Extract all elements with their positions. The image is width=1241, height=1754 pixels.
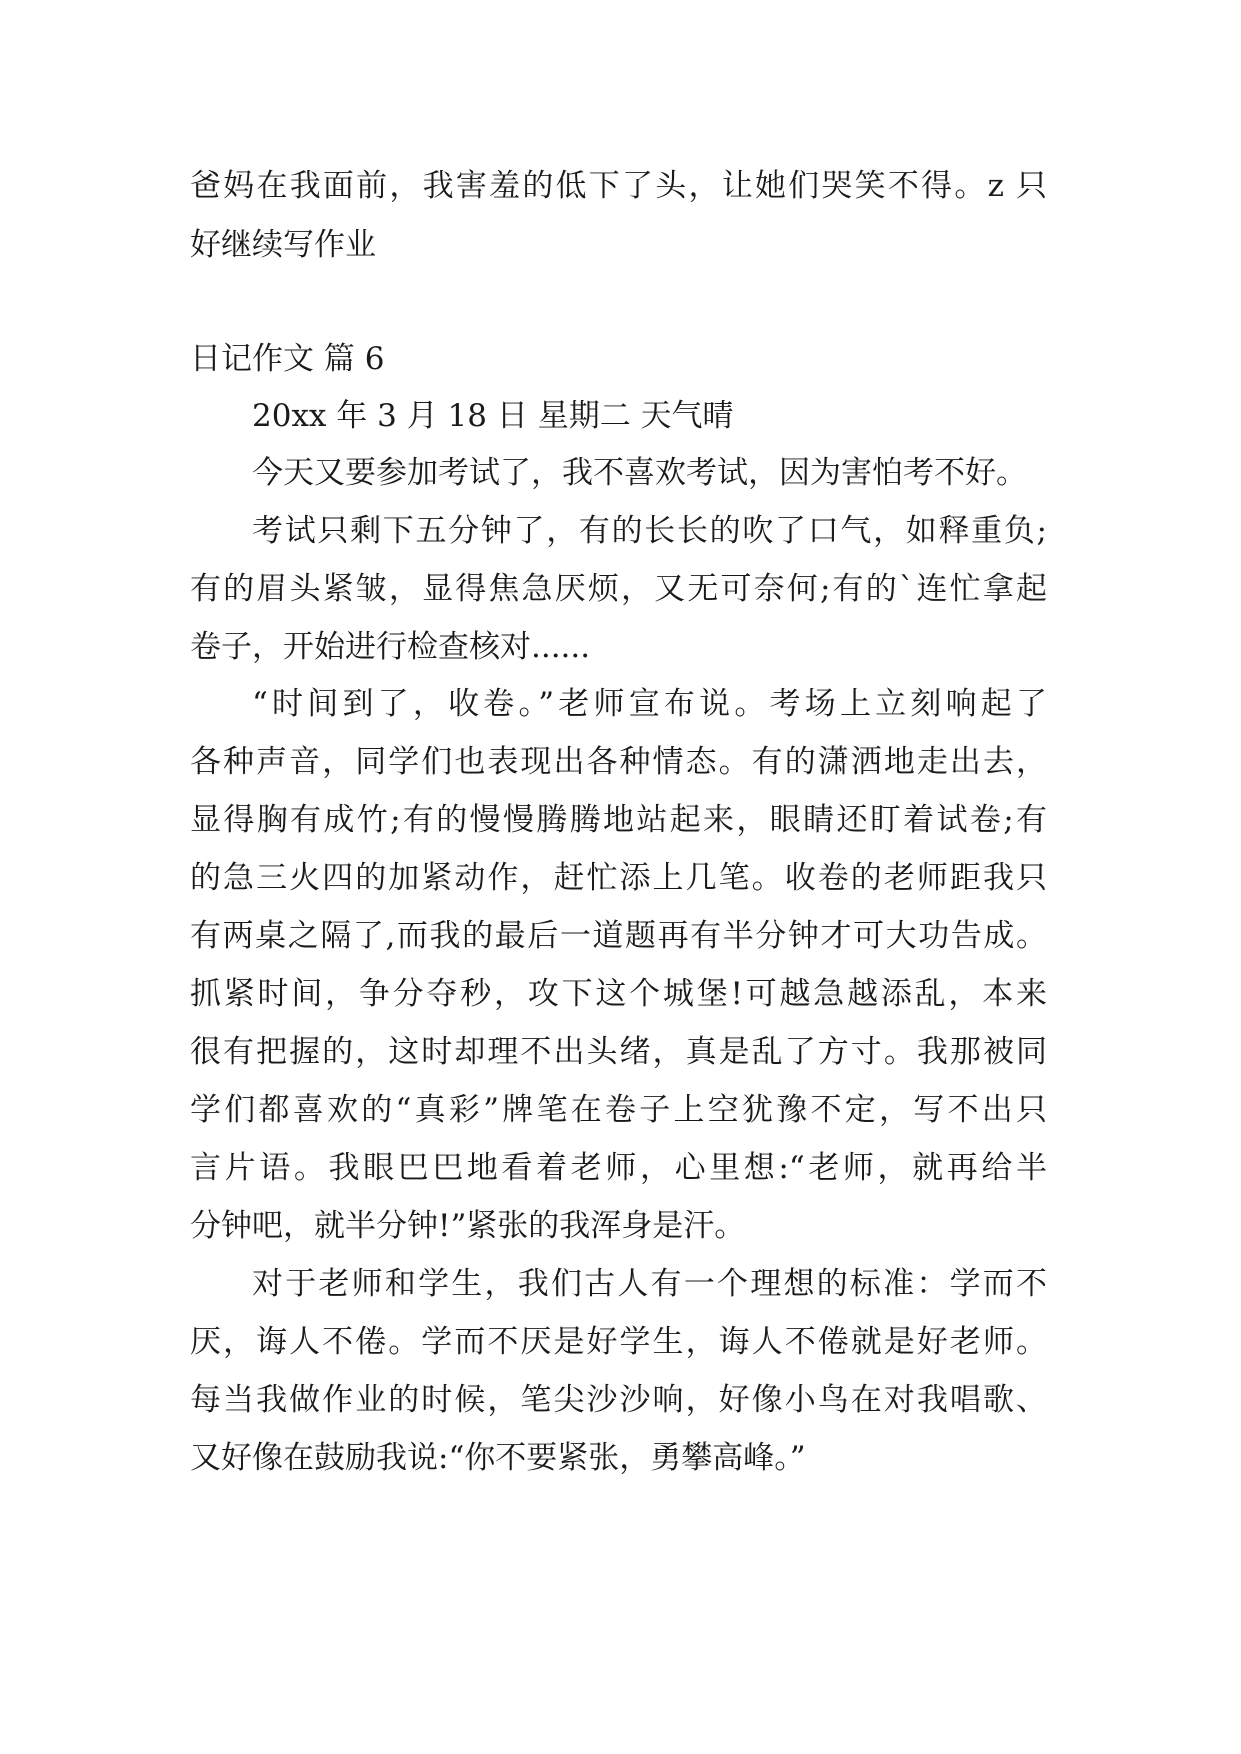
paragraph-3-line-6: 抓紧时间，争分夺秒，攻下这个城堡!可越急越添乱，本来 xyxy=(190,976,1047,1012)
paragraph-3-line-8: 学们都喜欢的“真彩”牌笔在卷子上空犹豫不定，写不出只 xyxy=(190,1092,1047,1128)
paragraph-4-line-2: 厌，诲人不倦。学而不厌是好学生，诲人不倦就是好老师。 xyxy=(190,1324,1047,1360)
continuation-line-1: 爸妈在我面前，我害羞的低下了头，让她们哭笑不得。z 只 xyxy=(190,168,1047,204)
continuation-line-2: 好继续写作业 xyxy=(190,227,376,263)
date-line: 20xx 年 3 月 18 日 星期二 天气晴 xyxy=(252,398,734,434)
paragraph-3-line-7: 很有把握的，这时却理不出头绪，真是乱了方寸。我那被同 xyxy=(190,1034,1047,1070)
paragraph-1-line-1: 今天又要参加考试了，我不喜欢考试，因为害怕考不好。 xyxy=(252,455,1027,491)
paragraph-3-line-3: 显得胸有成竹;有的慢慢腾腾地站起来，眼睛还盯着试卷;有 xyxy=(190,802,1047,838)
paragraph-2-line-1: 考试只剩下五分钟了，有的长长的吹了口气，如释重负; xyxy=(252,513,1047,549)
paragraph-3-line-4: 的急三火四的加紧动作，赶忙添上几笔。收卷的老师距我只 xyxy=(190,860,1047,896)
paragraph-3-line-2: 各种声音，同学们也表现出各种情态。有的潇洒地走出去， xyxy=(190,744,1047,780)
paragraph-3-line-5: 有两桌之隔了,而我的最后一道题再有半分钟才可大功告成。 xyxy=(190,918,1047,954)
paragraph-2-line-3: 卷子，开始进行检查核对...... xyxy=(190,629,591,665)
section-title: 日记作文 篇 6 xyxy=(190,341,385,377)
paragraph-3-line-10: 分钟吧，就半分钟!”紧张的我浑身是汗。 xyxy=(190,1208,746,1244)
paragraph-3-line-1: “时间到了，收卷。”老师宣布说。考场上立刻响起了 xyxy=(252,686,1047,722)
paragraph-2-line-2: 有的眉头紧皱，显得焦急厌烦，又无可奈何;有的`连忙拿起 xyxy=(190,571,1047,607)
paragraph-4-line-3: 每当我做作业的时候，笔尖沙沙响，好像小鸟在对我唱歌、 xyxy=(190,1382,1047,1418)
paragraph-4-line-1: 对于老师和学生，我们古人有一个理想的标准：学而不 xyxy=(252,1266,1047,1302)
paragraph-3-line-9: 言片语。我眼巴巴地看着老师，心里想:“老师，就再给半 xyxy=(190,1150,1047,1186)
paragraph-4-line-4: 又好像在鼓励我说:“你不要紧张，勇攀高峰。” xyxy=(190,1440,806,1476)
